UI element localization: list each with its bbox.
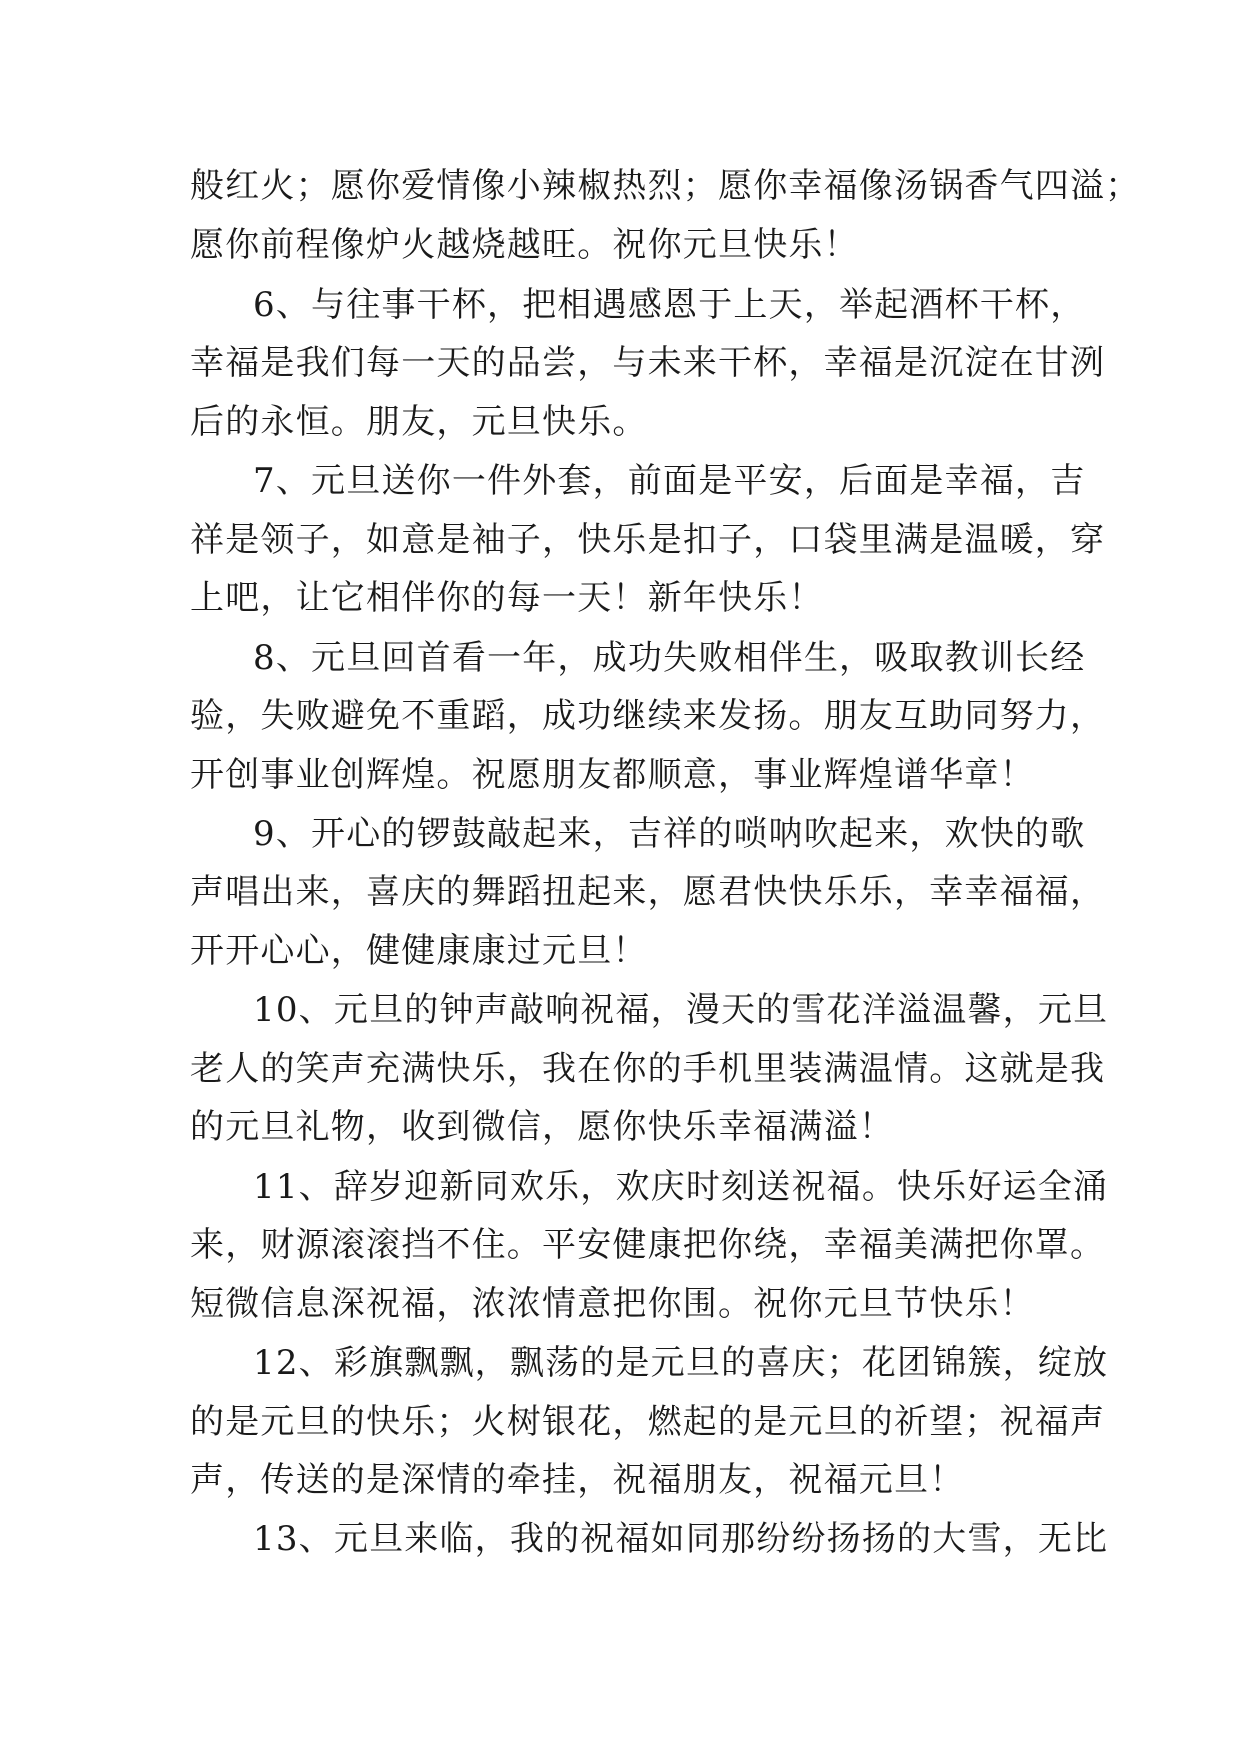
text-line: 幸福是我们每一天的品尝，与未来干杯，幸福是沉淀在甘洌 bbox=[190, 343, 1106, 383]
text-line: 上吧，让它相伴你的每一天！新年快乐！ bbox=[190, 578, 824, 618]
paragraph-13-start: 13、元旦来临，我的祝福如同那纷纷扬扬的大雪，无比 bbox=[253, 1519, 1109, 1559]
paragraph-8-start: 8、元旦回首看一年，成功失败相伴生，吸取教训长经 bbox=[253, 638, 1086, 678]
text-line: 愿你前程像炉火越烧越旺。祝你元旦快乐！ bbox=[190, 225, 859, 265]
text-line: 的是元旦的快乐；火树银花，燃起的是元旦的祈望；祝福声 bbox=[190, 1402, 1106, 1442]
paragraph-7-start: 7、元旦送你一件外套，前面是平安，后面是幸福，吉 bbox=[253, 461, 1086, 501]
text-line: 般红火；愿你爱情像小辣椒热烈；愿你幸福像汤锅香气四溢； bbox=[190, 166, 1141, 206]
text-line: 验，失败避免不重蹈，成功继续来发扬。朋友互助同努力， bbox=[190, 696, 1106, 736]
text-line: 开创事业创辉煌。祝愿朋友都顺意，事业辉煌谱华章！ bbox=[190, 755, 1035, 795]
text-line: 来，财源滚滚挡不住。平安健康把你绕，幸福美满把你罩。 bbox=[190, 1225, 1106, 1265]
text-line: 后的永恒。朋友，元旦快乐。 bbox=[190, 402, 648, 442]
text-line: 祥是领子，如意是袖子，快乐是扣子，口袋里满是温暖，穿 bbox=[190, 520, 1106, 560]
paragraph-12-start: 12、彩旗飘飘，飘荡的是元旦的喜庆；花团锦簇，绽放 bbox=[253, 1343, 1109, 1383]
paragraph-9-start: 9、开心的锣鼓敲起来，吉祥的唢呐吹起来，欢快的歌 bbox=[253, 814, 1086, 854]
text-line: 声唱出来，喜庆的舞蹈扭起来，愿君快快乐乐，幸幸福福， bbox=[190, 872, 1106, 912]
paragraph-11-start: 11、辞岁迎新同欢乐，欢庆时刻送祝福。快乐好运全涌 bbox=[253, 1167, 1109, 1207]
text-line: 的元旦礼物，收到微信，愿你快乐幸福满溢！ bbox=[190, 1107, 894, 1147]
text-line: 老人的笑声充满快乐，我在你的手机里装满温情。这就是我 bbox=[190, 1049, 1106, 1089]
text-line: 开开心心，健健康康过元旦！ bbox=[190, 931, 648, 971]
text-line: 短微信息深祝福，浓浓情意把你围。祝你元旦节快乐！ bbox=[190, 1284, 1035, 1324]
text-line: 声，传送的是深情的牵挂，祝福朋友，祝福元旦！ bbox=[190, 1460, 965, 1500]
paragraph-6-start: 6、与往事干杯，把相遇感恩于上天，举起酒杯干杯， bbox=[253, 285, 1086, 325]
paragraph-10-start: 10、元旦的钟声敲响祝福，漫天的雪花洋溢温馨，元旦 bbox=[253, 990, 1109, 1030]
